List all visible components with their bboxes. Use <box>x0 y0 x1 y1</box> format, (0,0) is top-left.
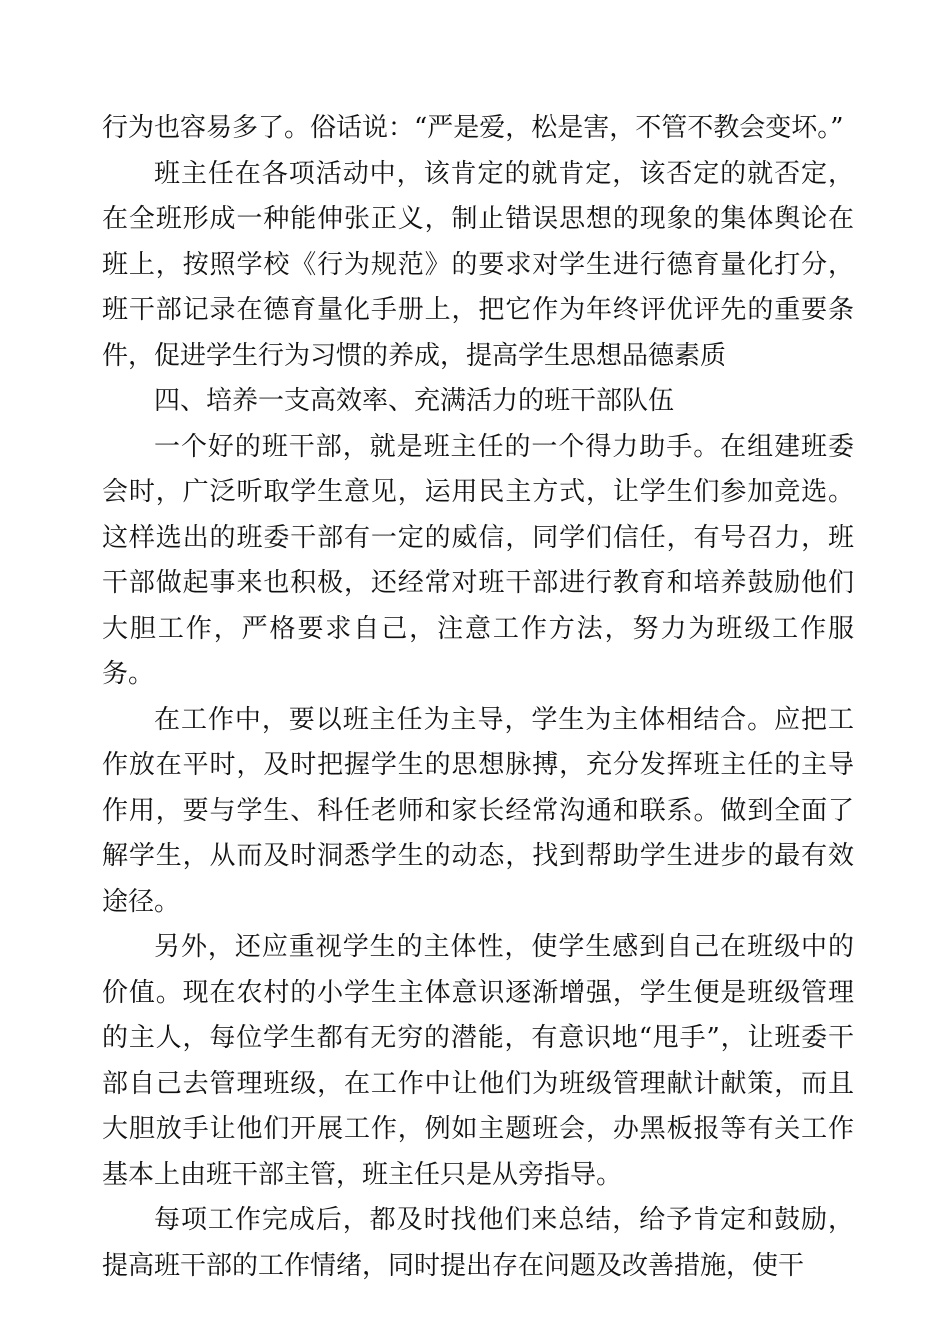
paragraph-class-teacher-activities: 班主任在各项活动中，该肯定的就肯定，该否定的就否定，在全班形成一种能伸张正义，制止错误思想的现象的集体舆论在班上，按照学校《行为规范》的要求对学生进行德育量化打分，班干部记录在德育量化手册上，把它作为年终评优评先的重要条件，促进学生行为习惯的养成，提高学生思想品德素质 <box>102 158 854 371</box>
section-heading-four: 四、培养一支高效率、充满活力的班干部队伍 <box>154 386 675 416</box>
paragraph-work-approach: 在工作中，要以班主任为主导，学生为主体相结合。应把工作放在平时，及时把握学生的思想脉搏，充分发挥班主任的主导作用，要与学生、科任老师和家长经常沟通和联系。做到全面了解学生，从而及时洞悉学生的动态，找到帮助学生进步的最有效途径。 <box>102 704 854 917</box>
paragraph-student-subjectivity: 另外，还应重视学生的主体性，使学生感到自己在班级中的价值。现在农村的小学生主体意识逐渐增强，学生便是班级管理的主人，每位学生都有无穷的潜能，有意识地“甩手”，让班委干部自己去管理班级，在工作中让他们为班级管理献计献策，而且大胆放手让他们开展工作，例如主题班会，办黑板报等有关工作基本上由班干部主管，班主任只是从旁指导。 <box>102 932 854 1190</box>
paragraph-continuation: 行为也容易多了。俗话说：“严是爱，松是害，不管不教会变坏。” <box>102 113 844 143</box>
document-page <box>102 106 854 1289</box>
paragraph-class-cadre: 一个好的班干部，就是班主任的一个得力助手。在组建班委会时，广泛听取学生意见，运用民主方式，让学生们参加竞选。这样选出的班委干部有一定的威信，同学们信任，有号召力，班干部做起事来也积极，还经常对班干部进行教育和培养鼓励他们大胆工作，严格要求自己，注意工作方法，努力为班级工作服务。 <box>102 431 854 689</box>
paragraph-work-summary: 每项工作完成后，都及时找他们来总结，给予肯定和鼓励，提高班干部的工作情绪，同时提出存在问题及改善措施，使干 <box>102 1205 854 1281</box>
